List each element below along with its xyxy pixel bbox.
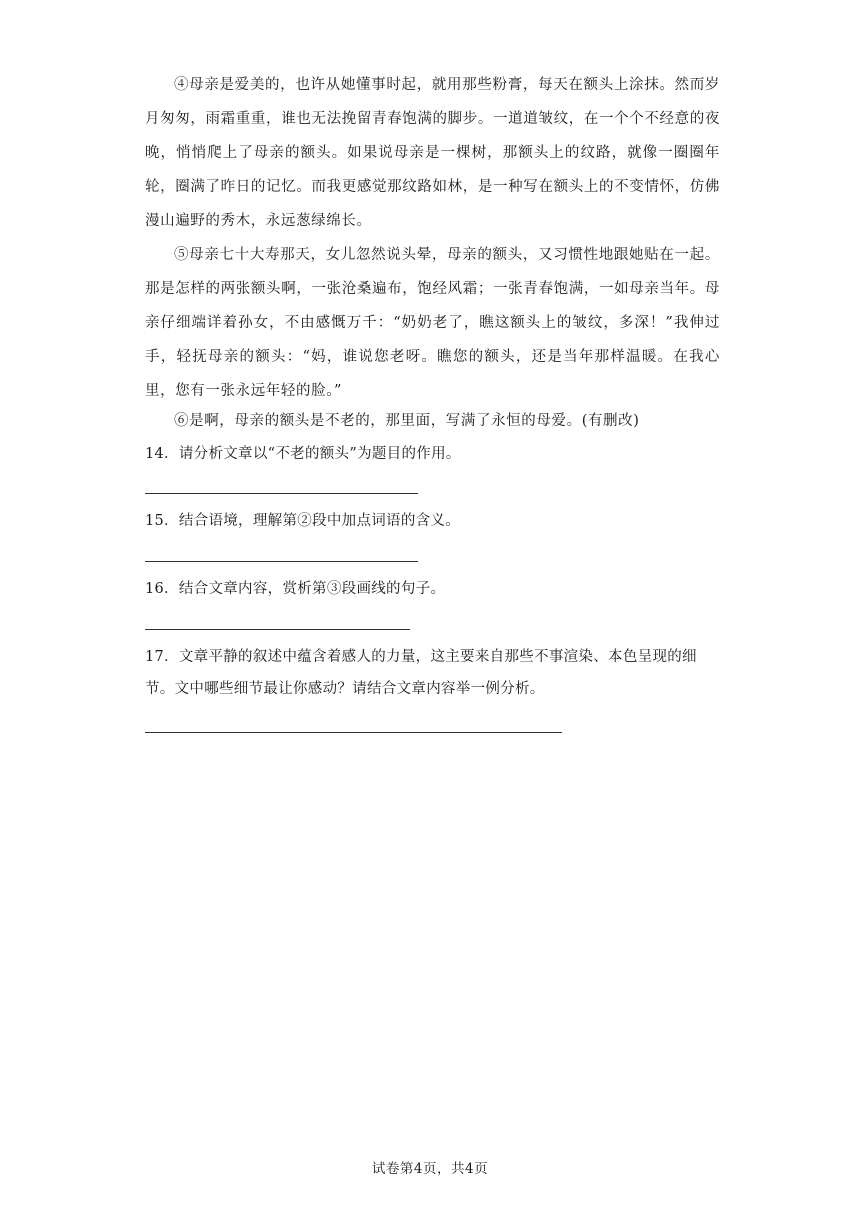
answer-line-17[interactable] xyxy=(145,732,562,733)
answer-line-16[interactable] xyxy=(145,629,410,630)
answer-line-15[interactable] xyxy=(145,561,418,562)
question-17: 17．文章平静的叙述中蕴含着感人的力量，这主要来自那些不事渲染、本色呈现的细节。文中哪些细节最让你感动？请结合文章内容举一例分析。 xyxy=(145,649,697,697)
question-15: 15．结合语境，理解第②段中加点词语的含义。 xyxy=(145,513,461,529)
page-footer: 试卷第4页，共4页 xyxy=(371,1161,489,1177)
question-14: 14．请分析文章以“不老的额头”为题目的作用。 xyxy=(145,446,461,462)
passage-paragraph-6: ⑥是啊，母亲的额头是不老的，那里面，写满了永恒的母爱。(有删改) xyxy=(174,413,640,429)
passage-paragraph-5: ⑤母亲七十大寿那天，女儿忽然说头晕，母亲的额头，又习惯性地跟她贴在一起。那是怎样的两张额头啊，一张沧桑遍布，饱经风霜；一张青春饱满，一如母亲当年。母亲仔细端详着孙女，不由感慨万千：“奶奶老了，瞧这额头上的皱纹，多深！”我伸过手，轻抚母亲的额头：“妈，谁说您老呀。瞧您的额头，还是当年那样温暖。在我心里，您有一张永远年轻的脸。” xyxy=(145,247,720,399)
question-16: 16．结合文章内容，赏析第③段画线的句子。 xyxy=(145,581,446,597)
passage-paragraph-4: ④母亲是爱美的，也许从她懂事时起，就用那些粉膏，每天在额头上涂抹。然而岁月匆匆，雨霜重重，谁也无法挽留青春饱满的脚步。一道道皱纹，在一个个不经意的夜晚，悄悄爬上了母亲的额头。如果说母亲是一棵树，那额头上的纹路，就像一圈圈年轮，圈满了昨日的记忆。而我更感觉那纹路如林，是一种写在额头上的不变情怀，仿佛漫山遍野的秀木，永远葱绿绵长。 xyxy=(145,77,720,229)
answer-line-14[interactable] xyxy=(145,493,418,494)
